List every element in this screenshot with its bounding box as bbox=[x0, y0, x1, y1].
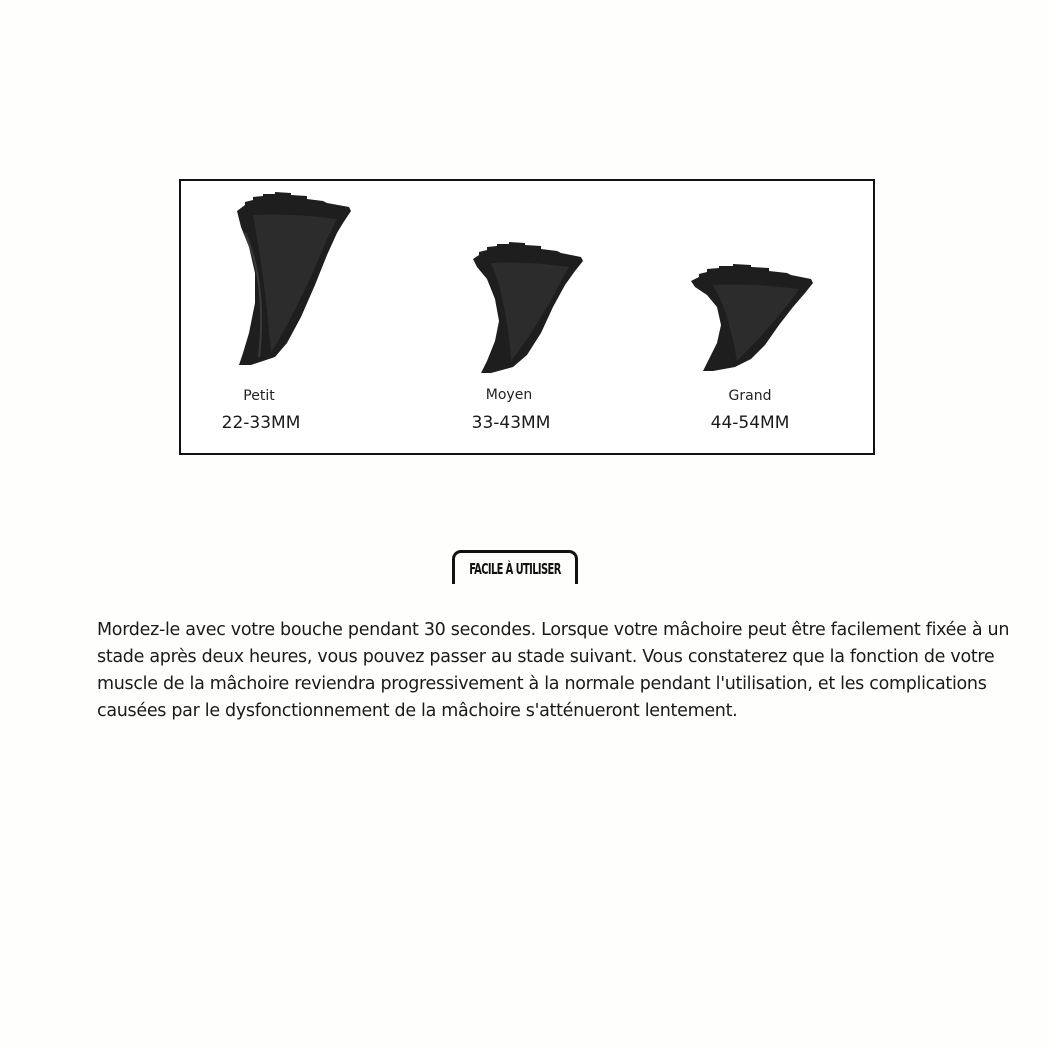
badge-label: FACILE À UTILISER bbox=[469, 560, 561, 579]
product-size-panel bbox=[179, 179, 875, 455]
product-small bbox=[181, 181, 411, 453]
usage-description: Mordez-le avec votre bouche pendant 30 secondes. Lorsque votre mâchoire peut être facilement fixée à un stade après deux heures, vous pouvez passer au stade suivant. Vous constaterez que la fonction de votre muscle de la mâchoire reviendra progressivement à la normale pendant l'utilisation, et les complications causées par le dysfonctionnement de la mâchoire s'atténueront lentement. bbox=[97, 620, 1010, 721]
size-range-large: 44-54MM bbox=[710, 413, 790, 433]
size-name-medium: Moyen bbox=[485, 387, 533, 403]
jaw-exerciser-large-image bbox=[687, 263, 827, 383]
jaw-exerciser-small-image bbox=[231, 193, 361, 373]
size-range-medium: 33-43MM bbox=[471, 413, 551, 433]
size-range-small: 22-33MM bbox=[221, 413, 301, 433]
jaw-exerciser-medium-image bbox=[469, 241, 599, 381]
easy-to-use-badge bbox=[452, 550, 578, 584]
product-medium bbox=[411, 181, 641, 453]
product-large bbox=[641, 181, 873, 453]
size-name-small: Petit bbox=[243, 388, 275, 404]
size-name-large: Grand bbox=[728, 388, 772, 404]
